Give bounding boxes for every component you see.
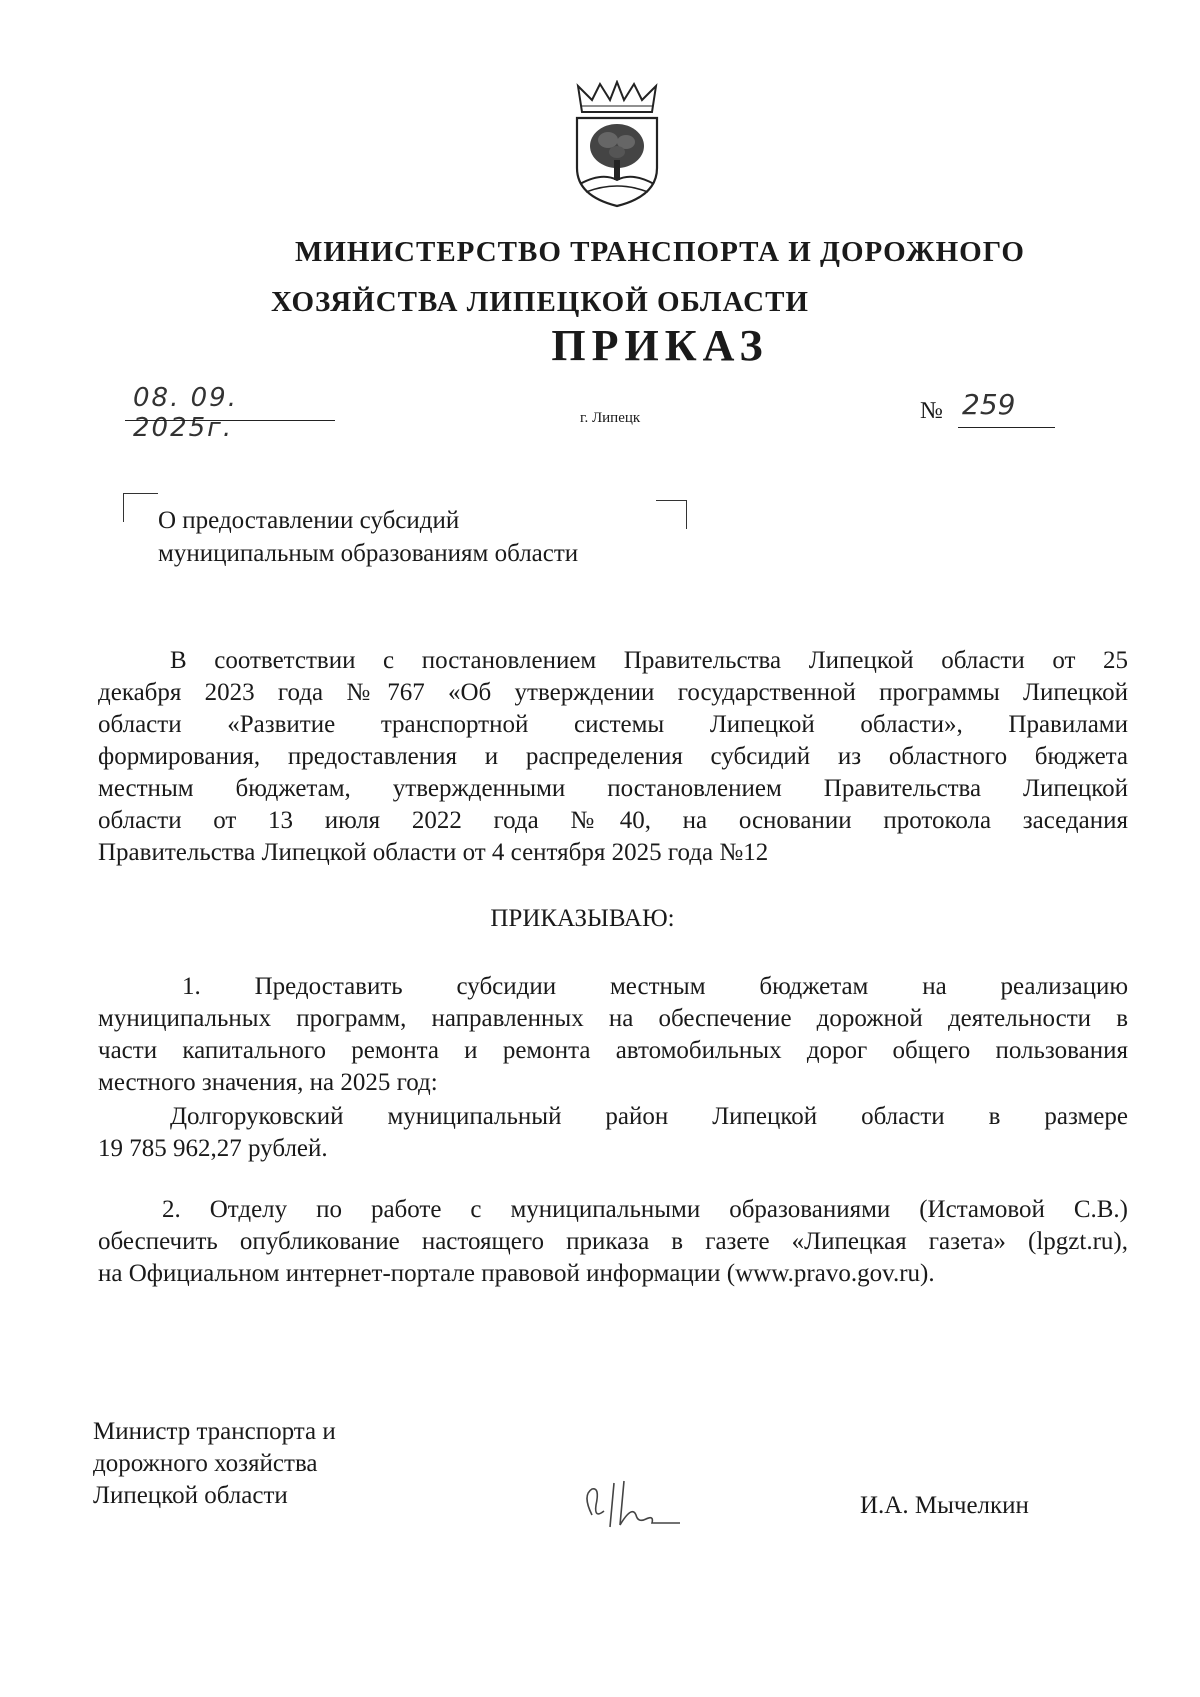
signatory-title-line: Липецкой области [93,1482,288,1509]
number-underline [958,427,1055,428]
paragraph-line: 2. Отделу по работе с муниципальными образованиями (Истамовой С.В.) [162,1196,1128,1223]
ministry-name-line1: МИНИСТЕРСТВО ТРАНСПОРТА И ДОРОЖНОГО [294,236,1025,268]
order-item-1 [98,971,1128,1099]
paragraph-line: части капитального ремонта и ремонта автомобильных дорог общего пользования [98,1037,1128,1064]
paragraph-line: области от 13 июля 2022 года №40, на основании протокола заседания [98,807,1128,834]
signatory-title [93,1416,336,1512]
paragraph-line: местного значения, на 2025 год: [98,1069,438,1096]
paragraph-line: местным бюджетам, утвержденными постановлением Правительства Липецкой [98,775,1128,802]
signatory-title-line: Министр транспорта и [93,1418,336,1445]
order-item-2 [98,1194,1128,1290]
order-date-value: 08. 09. 2025г. [133,383,238,443]
order-number [920,390,1055,430]
paragraph-line: обеспечить опубликование настоящего приказа в газете «Липецкая газета» (lpgzt.ru), [98,1228,1128,1255]
order-date [125,383,335,443]
paragraph-line: декабря 2023 года №767 «Об утверждении государственной программы Липецкой [98,679,1128,706]
order-item-1-recipient [98,1101,1128,1165]
coat-of-arms-icon [572,80,662,210]
date-underline [125,420,335,421]
city-label: г. Липецк [580,410,641,426]
paragraph-line: муниципальных программ, направленных на обеспечение дорожной деятельности в [98,1005,1128,1032]
order-command: ПРИКАЗЫВАЮ: [490,905,675,932]
number-sign: № [920,398,943,424]
document-type-title: ПРИКАЗ [551,321,769,370]
subject-line: муниципальным образованиям области [158,540,579,567]
order-number-value: 259 [962,388,1016,421]
paragraph-line: формирования, предоставления и распределения субсидий из областного бюджета [98,743,1128,770]
paragraph-line: на Официальном интернет-портале правовой информации (www.pravo.gov.ru). [98,1260,935,1287]
paragraph-line: Правительства Липецкой области от 4 сентября 2025 года №12 [98,839,769,866]
preamble-paragraph [98,645,1128,869]
order-subject [158,504,578,570]
handwritten-signature [580,1475,690,1535]
subject-bracket-left [123,493,158,522]
subject-bracket-right [656,500,687,529]
paragraph-line: области «Развитие транспортной системы Липецкой области», Правилами [98,711,1128,738]
paragraph-line: 19 785 962,27 рублей. [98,1135,328,1162]
paragraph-line: 1. Предоставить субсидии местным бюджетам на реализацию [182,973,1128,1000]
signer-name: И.А. Мычелкин [860,1492,1029,1519]
paragraph-line: В соответствии с постановлением Правительства Липецкой области от 25 [170,647,1128,674]
signatory-title-line: дорожного хозяйства [93,1450,318,1477]
ministry-name-line2: ХОЗЯЙСТВА ЛИПЕЦКОЙ ОБЛАСТИ [271,286,809,318]
paragraph-line: Долгоруковский муниципальный район Липецкой области в размере [170,1103,1128,1130]
subject-line: О предоставлении субсидий [158,507,460,534]
